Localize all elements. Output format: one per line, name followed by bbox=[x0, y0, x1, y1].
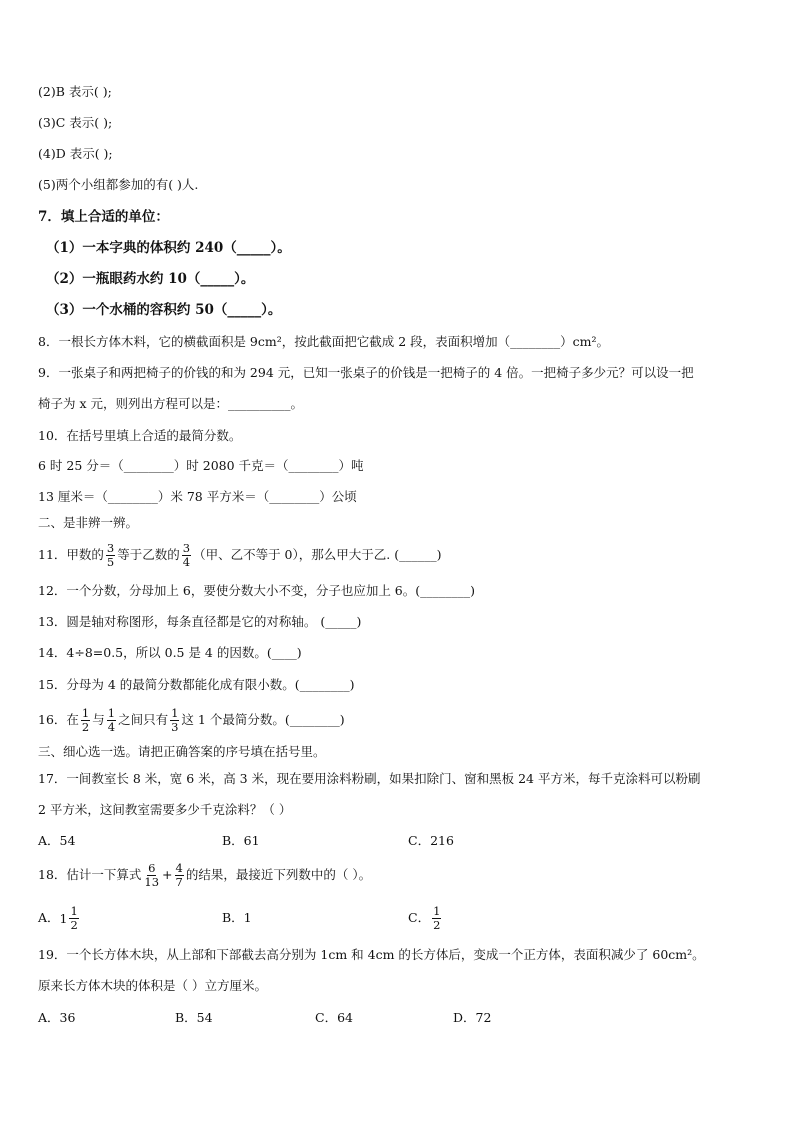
q16-mid1: 与 bbox=[92, 712, 105, 727]
q11-post: （甲、乙不等于 0），那么甲大于乙. (______) bbox=[193, 547, 442, 562]
q10-line1: 6 时 25 分＝（________）时 2080 千克＝（________）吨 bbox=[38, 458, 364, 473]
q7-item3: （3）一个水桶的容积约 50（_____）。 bbox=[46, 302, 282, 318]
q8-text: 8．一根长方体木料，它的横截面积是 9cm²，按此截面把它截成 2 段，表面积增加（________）cm²。 bbox=[38, 334, 610, 349]
q18-fraction-2: $\frac{4}{7}$ bbox=[175, 861, 183, 889]
q19-option-b[interactable]: B．54 bbox=[175, 1010, 213, 1025]
q18-fraction-1: $\frac{6}{13}$ bbox=[144, 861, 160, 889]
q11-fraction-1: $\frac{3}{5}$ bbox=[106, 541, 115, 569]
q11-pre: 11．甲数的 bbox=[38, 547, 104, 562]
q11 bbox=[38, 540, 441, 570]
q19-line1: 19．一个长方体木块，从上部和下部截去高分别为 1cm 和 4cm 的长方体后，变成一个正方体，表面积减少了 60cm²。 bbox=[38, 947, 705, 962]
q17-line1: 17．一间教室长 8 米，宽 6 米，高 3 米，现在要用涂料粉刷，如果扣除门、窗和黑板 24 平方米，每千克涂料可以粉刷 bbox=[38, 771, 701, 786]
q6-c: (3)C 表示( ); bbox=[38, 115, 113, 130]
q15-text: 15．分母为 4 的最简分数都能化成有限小数。(________) bbox=[38, 677, 355, 692]
q19-option-a[interactable]: A．36 bbox=[38, 1010, 76, 1025]
q16-fraction-1: $\frac{1}{2}$ bbox=[81, 706, 90, 734]
q17-option-b[interactable]: B．61 bbox=[222, 833, 260, 848]
q18-option-a[interactable]: A． 1 $\frac{1}{2}$ bbox=[38, 904, 78, 932]
q18 bbox=[38, 860, 371, 890]
q7-item1: （1）一本字典的体积约 240（_____）。 bbox=[46, 240, 291, 256]
q17-option-a[interactable]: A．54 bbox=[38, 833, 76, 848]
q18-post: 的结果，最接近下列数中的（ ）。 bbox=[185, 867, 372, 882]
section-3-title: 三、细心选一选。请把正确答案的序号填在括号里。 bbox=[38, 744, 326, 759]
q17-line2: 2 平方米，这间教室需要多少千克涂料？（ ） bbox=[38, 802, 292, 817]
q17-option-c[interactable]: C．216 bbox=[408, 833, 454, 848]
q18-pre: 18．估计一下算式 bbox=[38, 867, 142, 882]
q18-option-c[interactable]: C． $\frac{1}{2}$ bbox=[408, 904, 441, 932]
q19-line2: 原来长方体木块的体积是（ ）立方厘米。 bbox=[38, 978, 267, 993]
q16 bbox=[38, 705, 345, 735]
q16-pre: 16．在 bbox=[38, 712, 79, 727]
q9-line1: 9．一张桌子和两把椅子的价钱的和为 294 元，已知一张桌子的价钱是一把椅子的 4 倍。一把椅子多少元？可以设一把 bbox=[38, 365, 694, 380]
q6-d: (4)D 表示( ); bbox=[38, 146, 113, 161]
section-2-title: 二、是非辨一辨。 bbox=[38, 515, 139, 530]
q11-mid: 等于乙数的 bbox=[117, 547, 180, 562]
q9-line2: 椅子为 x 元，则列出方程可以是：__________。 bbox=[38, 396, 303, 411]
q6-both: (5)两个小组都参加的有( )人. bbox=[38, 177, 199, 192]
q6-b: (2)B 表示( ); bbox=[38, 84, 112, 99]
q10-title: 10．在括号里填上合适的最简分数。 bbox=[38, 428, 242, 443]
q16-fraction-2: $\frac{1}{4}$ bbox=[107, 706, 116, 734]
q10-line2: 13 厘米＝（________）米 78 平方米＝（________）公顷 bbox=[38, 489, 357, 504]
q14-text: 14．4÷8=0.5，所以 0.5 是 4 的因数。(____) bbox=[38, 645, 302, 660]
q13-text: 13．圆是轴对称图形，每条直径都是它的对称轴。 (_____) bbox=[38, 614, 362, 629]
q7-title: 7．填上合适的单位： bbox=[38, 209, 169, 225]
q19-option-d[interactable]: D．72 bbox=[453, 1010, 492, 1025]
q11-fraction-2: $\frac{3}{4}$ bbox=[182, 541, 191, 569]
q7-item2: （2）一瓶眼药水约 10（_____）。 bbox=[46, 271, 255, 287]
q19-option-c[interactable]: C．64 bbox=[315, 1010, 353, 1025]
q18-plus: + bbox=[162, 867, 173, 882]
q16-fraction-3: $\frac{1}{3}$ bbox=[171, 706, 179, 734]
q12-text: 12．一个分数，分母加上 6，要使分数大小不变，分子也应加上 6。(________) bbox=[38, 583, 476, 598]
q16-mid2: 之间只有 bbox=[118, 712, 169, 727]
q16-post: 这 1 个最简分数。(________) bbox=[181, 712, 345, 727]
q18-option-b[interactable]: B．1 bbox=[222, 910, 252, 925]
